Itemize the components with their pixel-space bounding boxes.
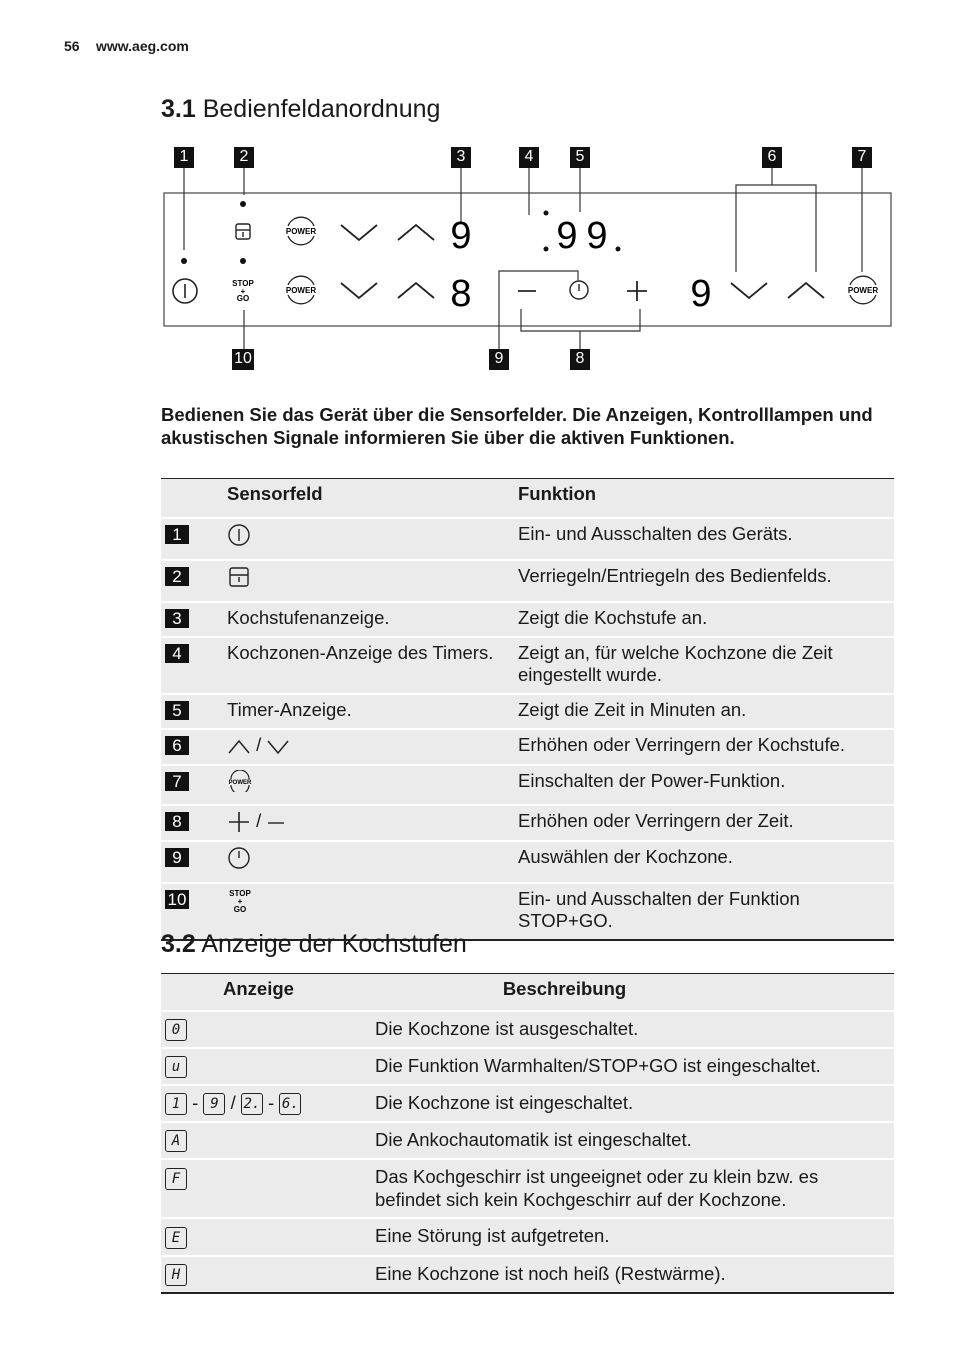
display-symbol: 9 xyxy=(203,1093,225,1115)
indicator-dot xyxy=(240,258,246,264)
chevron-up-icon xyxy=(788,283,824,298)
chevron-up-icon xyxy=(398,283,434,298)
table-row xyxy=(161,1011,894,1048)
power-icon-label: POWER xyxy=(228,780,252,787)
timer-digit-1: 9 xyxy=(556,215,578,257)
table-row xyxy=(161,1048,894,1085)
zone-indicator-dot xyxy=(544,247,549,252)
header-sensorfeld: Sensorfeld xyxy=(227,479,518,519)
description-text: Die Kochzone ist eingeschaltet. xyxy=(375,1085,894,1122)
table-row xyxy=(161,1256,894,1293)
section-2-number: 3.2 xyxy=(161,930,196,958)
table-row xyxy=(161,1159,894,1218)
section-2-title: Anzeige der Kochstufen xyxy=(201,930,467,958)
power-icon xyxy=(227,523,251,547)
leader-lines xyxy=(184,168,862,349)
callout-10: 10 xyxy=(232,349,254,370)
chevron-up-icon xyxy=(398,225,434,240)
row-number: 1 xyxy=(165,525,189,544)
power-level-display-bottom: 8 xyxy=(450,273,472,315)
function-text: Erhöhen oder Verringern der Kochstufe. xyxy=(518,729,894,765)
power-level-display-top: 9 xyxy=(450,215,472,257)
minus-icon xyxy=(266,811,286,833)
callout-8: 8 xyxy=(570,349,590,370)
display-symbol: H xyxy=(165,1264,187,1286)
description-text: Eine Störung ist aufgetreten. xyxy=(375,1218,894,1255)
section-1-number: 3.1 xyxy=(161,95,196,123)
table-row xyxy=(161,1085,894,1122)
function-text: Zeigt die Zeit in Minuten an. xyxy=(518,694,894,729)
display-symbol: u xyxy=(165,1056,187,1078)
function-text: Verriegeln/Entriegeln des Bedienfelds. xyxy=(518,560,894,602)
website-url[interactable]: www.aeg.com xyxy=(96,38,189,54)
row-number: 8 xyxy=(165,812,189,831)
sensor-table xyxy=(161,478,894,941)
panel-outline xyxy=(164,193,891,326)
power-icon xyxy=(173,279,197,303)
power-function-icon xyxy=(227,770,253,792)
svg-text:GO: GO xyxy=(233,905,247,915)
sensor-separator: / xyxy=(256,810,262,832)
callout-7: 7 xyxy=(852,147,872,168)
lock-icon xyxy=(236,224,250,239)
description-text: Eine Kochzone ist noch heiß (Restwärme). xyxy=(375,1256,894,1293)
section-1-title: Bedienfeldanordnung xyxy=(202,95,441,123)
display-symbol: 6. xyxy=(279,1093,301,1115)
function-text: Zeigt die Kochstufe an. xyxy=(518,602,894,637)
lock-icon xyxy=(227,565,251,589)
sensor-text: Kochzonen-Anzeige des Timers. xyxy=(227,637,518,694)
table-header-row xyxy=(161,974,894,1012)
table-row xyxy=(161,694,894,729)
callout-3: 3 xyxy=(451,147,471,168)
callout-6: 6 xyxy=(762,147,782,168)
row-number: 5 xyxy=(165,701,189,720)
indicator-dot xyxy=(181,258,187,264)
table-row xyxy=(161,560,894,602)
table-row xyxy=(161,518,894,560)
control-panel-diagram xyxy=(0,0,954,380)
header-anzeige: Anzeige xyxy=(161,974,375,1012)
header-funktion: Funktion xyxy=(518,479,894,519)
chevron-up-icon xyxy=(227,735,251,757)
power-level-display-right: 9 xyxy=(690,273,712,315)
table-row xyxy=(161,729,894,765)
page-number: 56 xyxy=(64,38,80,54)
svg-text:+: + xyxy=(237,897,243,907)
function-text: Ein- und Ausschalten der Funktion STOP+GO. xyxy=(518,883,894,940)
callout-4: 4 xyxy=(519,147,539,168)
row-number: 3 xyxy=(165,609,189,628)
chevron-down-icon xyxy=(731,283,767,298)
function-text: Einschalten der Power-Funktion. xyxy=(518,765,894,805)
row-number: 4 xyxy=(165,644,189,663)
stop-go-icon xyxy=(227,888,253,914)
display-symbol: 1 xyxy=(165,1093,187,1115)
row-number: 10 xyxy=(165,890,189,909)
stop-label: STOP xyxy=(232,279,254,288)
indicator-dot xyxy=(240,201,246,207)
display-symbol: 0 xyxy=(165,1019,187,1041)
display-symbol: 2. xyxy=(241,1093,263,1115)
description-text: Die Kochzone ist ausgeschaltet. xyxy=(375,1011,894,1048)
display-table xyxy=(161,973,894,1294)
function-text: Erhöhen oder Verringern der Zeit. xyxy=(518,805,894,841)
plus-icon xyxy=(227,811,251,833)
timer-digit-2: 9 xyxy=(586,215,608,257)
display-symbol: E xyxy=(165,1227,187,1249)
function-text: Ein- und Ausschalten des Geräts. xyxy=(518,518,894,560)
callout-1: 1 xyxy=(174,147,194,168)
description-text: Die Ankochautomatik ist eingeschaltet. xyxy=(375,1122,894,1159)
row-number: 6 xyxy=(165,736,189,755)
table-row xyxy=(161,805,894,841)
power-label-right: POWER xyxy=(847,286,879,295)
row-number: 9 xyxy=(165,848,189,867)
description-text: Das Kochgeschirr ist ungeeignet oder zu klein bzw. es befindet sich kein Kochgeschirr auf der Kochzone. xyxy=(375,1159,894,1218)
table-row xyxy=(161,602,894,637)
row-number: 7 xyxy=(165,772,189,791)
description-text: Die Funktion Warmhalten/STOP+GO ist eingeschaltet. xyxy=(375,1048,894,1085)
callout-5: 5 xyxy=(570,147,590,168)
display-separator: - xyxy=(192,1092,199,1114)
section-2-heading xyxy=(161,930,467,959)
go-label: GO xyxy=(236,294,250,303)
display-symbol: F xyxy=(165,1168,187,1190)
table-row xyxy=(161,765,894,805)
table-row xyxy=(161,1218,894,1255)
sensor-separator: / xyxy=(256,734,262,755)
table-row xyxy=(161,841,894,883)
callout-2: 2 xyxy=(234,147,254,168)
timer-select-icon xyxy=(570,281,588,299)
callout-9: 9 xyxy=(489,349,509,370)
table-row xyxy=(161,637,894,694)
panel-drawing xyxy=(0,0,954,380)
display-symbol: A xyxy=(165,1130,187,1152)
table-row xyxy=(161,1122,894,1159)
timer-dot xyxy=(616,247,621,252)
display-separator: - xyxy=(268,1092,275,1114)
function-text: Auswählen der Kochzone. xyxy=(518,841,894,883)
plus-icon xyxy=(627,281,647,301)
chevron-down-icon xyxy=(341,283,377,298)
table-header-row xyxy=(161,479,894,519)
display-separator: / xyxy=(230,1092,236,1114)
sensor-text: Kochstufenanzeige. xyxy=(227,602,518,637)
sensor-text: Timer-Anzeige. xyxy=(227,694,518,729)
stop-plus-label: + xyxy=(240,287,246,296)
power-label-top: POWER xyxy=(285,227,317,236)
zone-indicator-dot xyxy=(544,211,549,216)
header-beschreibung: Beschreibung xyxy=(375,974,894,1012)
power-label-bottom: POWER xyxy=(285,286,317,295)
chevron-down-icon xyxy=(341,225,377,240)
intro-text: Bedienen Sie das Gerät über die Sensorfelder. Die Anzeigen, Kontrolllampen und akustischen Signale informieren Sie über die aktiven Funktionen. xyxy=(161,404,873,448)
chevron-down-icon xyxy=(266,735,290,757)
row-number: 2 xyxy=(165,567,189,586)
function-text: Zeigt an, für welche Kochzone die Zeit eingestellt wurde. xyxy=(518,637,894,694)
timer-select-icon xyxy=(227,846,251,870)
svg-text:STOP: STOP xyxy=(229,889,251,899)
